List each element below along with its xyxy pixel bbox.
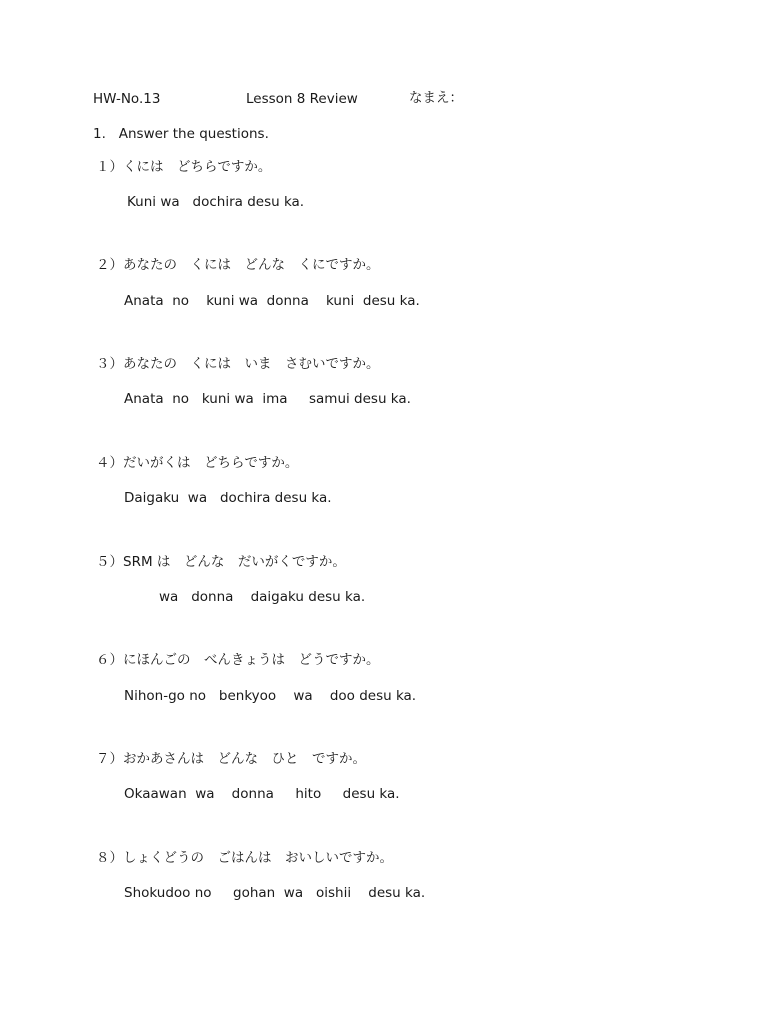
question-7-romaji: Okaawan wa donna hito desu ka. (124, 786, 400, 802)
question-4-romaji: Daigaku wa dochira desu ka. (124, 490, 332, 506)
question-8-japanese: ８）しょくどうの ごはんは おいしいですか。 (96, 850, 393, 866)
question-3-romaji: Anata no kuni wa ima samui desu ka. (124, 391, 411, 407)
instruction: 1. Answer the questions. (93, 126, 269, 142)
question-5-japanese: ５）SRM は どんな だいがくですか。 (96, 554, 346, 570)
homework-number: HW-No.13 (93, 91, 161, 107)
question-2-romaji: Anata no kuni wa donna kuni desu ka. (124, 293, 420, 309)
question-6-japanese: ６）にほんごの べんきょうは どうですか。 (96, 652, 380, 668)
lesson-title: Lesson 8 Review (246, 91, 358, 107)
question-2-japanese: ２）あなたの くには どんな くにですか。 (96, 257, 380, 273)
question-5-romaji: wa donna daigaku desu ka. (159, 589, 366, 605)
question-3-japanese: ３）あなたの くには いま さむいですか。 (96, 356, 380, 372)
question-4-japanese: ４）だいがくは どちらですか。 (96, 455, 299, 471)
question-6-romaji: Nihon-go no benkyoo wa doo desu ka. (124, 688, 417, 704)
question-1-romaji: Kuni wa dochira desu ka. (127, 194, 305, 210)
question-8-romaji: Shokudoo no gohan wa oishii desu ka. (124, 885, 426, 901)
question-7-japanese: ７）おかあさんは どんな ひと ですか。 (96, 751, 366, 767)
question-1-japanese: １）くには どちらですか。 (96, 159, 272, 175)
name-label: なまえ： (409, 90, 463, 106)
